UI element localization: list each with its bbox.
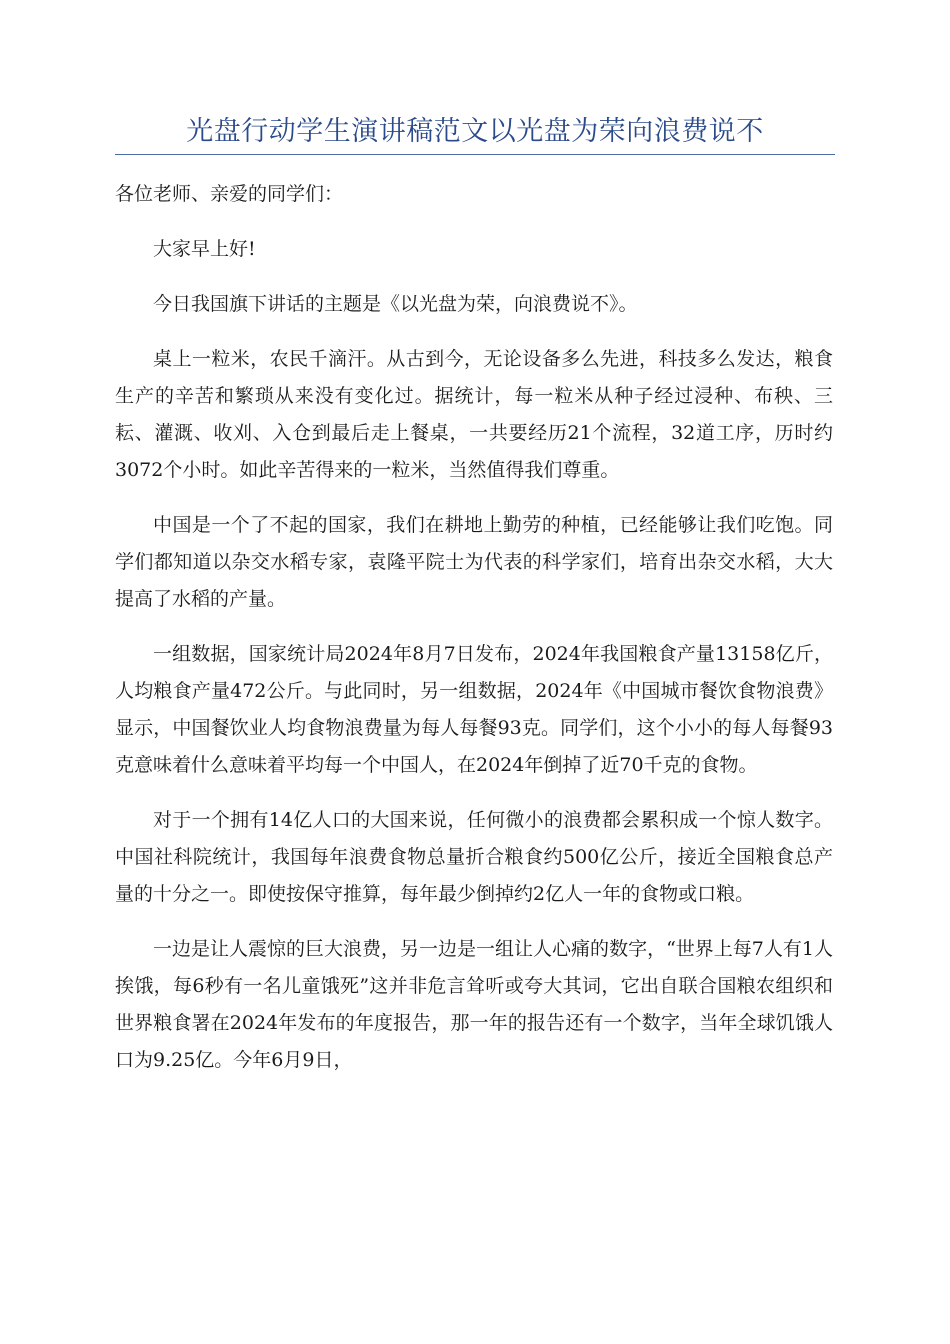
salutation: 各位老师、亲爱的同学们：	[115, 183, 344, 205]
paragraph-hunger: 一边是让人震惊的巨大浪费，另一边是一组让人心痛的数字，“世界上每7人有1人挨饿，每6秒有一名儿童饿死”这并非危言耸听或夸大其词，它出自联合国粮农组织和世界粮食署在2024年发布的年度报告，那一年的报告还有一个数字，当年全球饥饿人口为9.25亿。今年6月9日，	[115, 938, 833, 1071]
paragraph-rice: 桌上一粒米，农民千滴汗。从古到今，无论设备多么先进，科技多么发达，粮食生产的辛苦和繁琐从来没有变化过。据统计，每一粒米从种子经过浸种、布秧、三耘、灌溉、收刈、入仓到最后走上餐桌，一共要经历21个流程，32道工序，历时约3072个小时。如此辛苦得来的一粒米，当然值得我们尊重。	[115, 348, 833, 481]
paragraph-china: 中国是一个了不起的国家，我们在耕地上勤劳的种植，已经能够让我们吃饱。同学们都知道以杂交水稻专家，袁隆平院士为代表的科学家们，培育出杂交水稻，大大提高了水稻的产量。	[115, 514, 833, 610]
paragraph-statistics: 一组数据，国家统计局2024年8月7日发布，2024年我国粮食产量13158亿斤，人均粮食产量472公斤。与此同时，另一组数据，2024年《中国城市餐饮食物浪费》显示，中国餐饮业人均食物浪费量为每人每餐93克。同学们，这个小小的每人每餐93克意味着什么意味着平均每一个中国人，在2024年倒掉了近70千克的食物。	[115, 643, 833, 776]
document-body	[115, 176, 833, 1097]
document-title: 光盘行动学生演讲稿范文以光盘为荣向浪费说不	[186, 116, 764, 147]
paragraph-waste: 对于一个拥有14亿人口的大国来说，任何微小的浪费都会累积成一个惊人数字。中国社科院统计，我国每年浪费食物总量折合粮食约500亿公斤，接近全国粮食总产量的十分之一。即使按保守推算，每年最少倒掉约2亿人一年的食物或口粮。	[115, 809, 833, 905]
paragraph-greeting: 大家早上好!	[153, 238, 256, 260]
title-underline	[115, 154, 835, 155]
paragraph-topic: 今日我国旗下讲话的主题是《以光盘为荣，向浪费说不》。	[153, 293, 638, 315]
